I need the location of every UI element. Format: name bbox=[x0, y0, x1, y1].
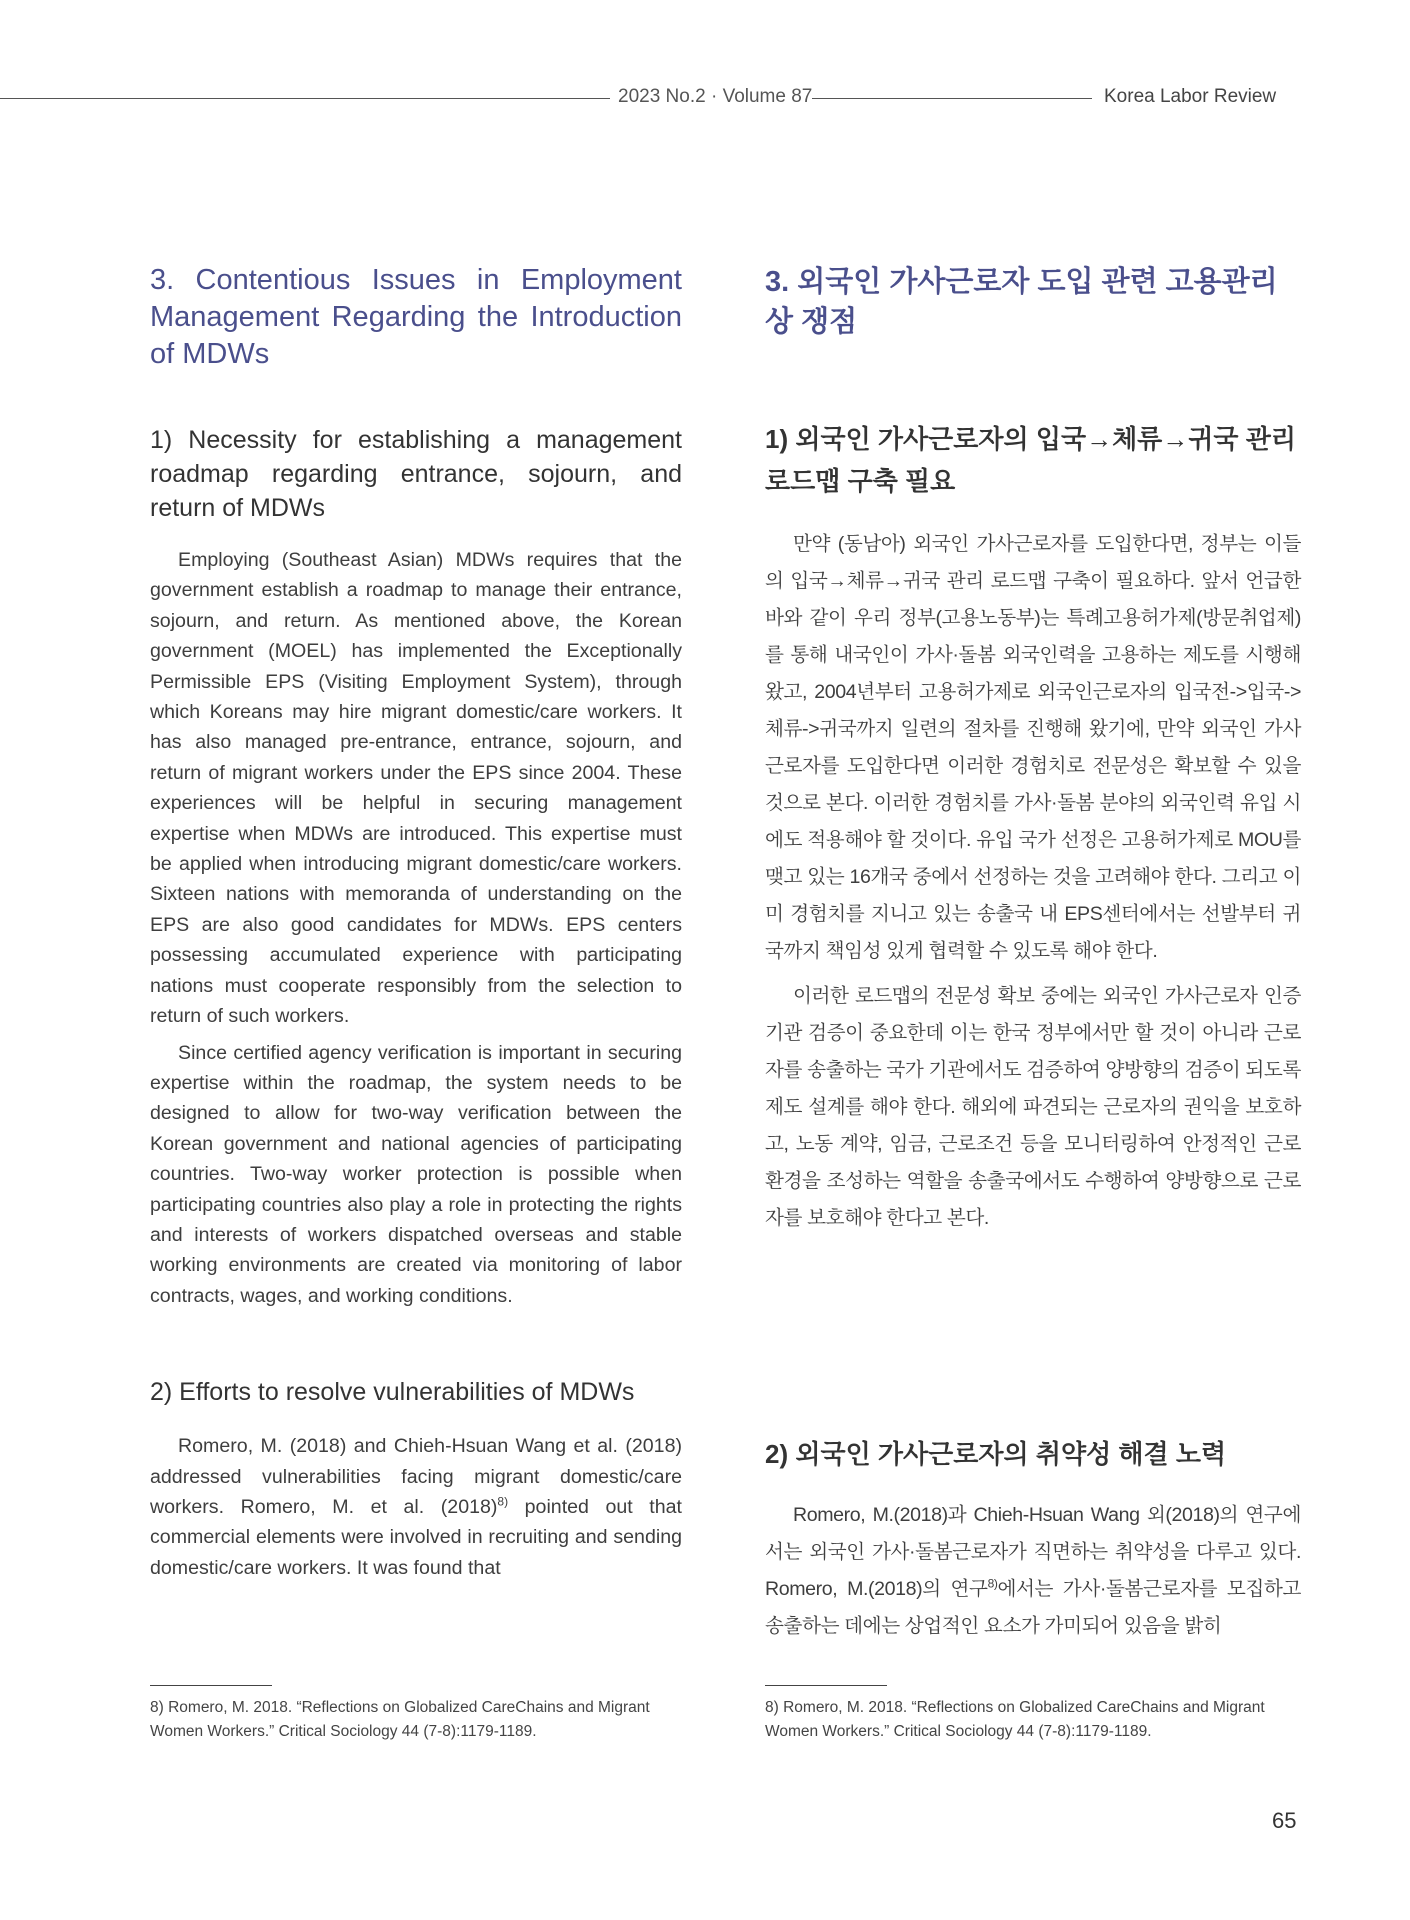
korean-subsection-1-title: 1) 외국인 가사근로자의 입국→체류→귀국 관리 로드맵 구축 필요 bbox=[765, 424, 1296, 496]
english-paragraph-3-text-a: Romero, M. (2018) and Chieh-Hsuan Wang et al. (2018) addressed vulnerabilities facing migrant domestic/care workers. Romero, M. et al. (2018) bbox=[150, 1435, 682, 1518]
korean-paragraph-2: 이러한 로드맵의 전문성 확보 중에는 외국인 가사근로자 인증기관 검증이 중요한데 이는 한국 정부에서만 할 것이 아니라 근로자를 송출하는 국가 기관에서도 검증하여 양방향의 검증이 되도록 제도 설계를 해야 한다. 해외에 파견되는 근로자의 권익을 보호하고, 노동 계약, 임금, 근로조건 등을 모니터링하여 안정적인 근로환경을 조성하는 역할을 송출국에서도 수행하여 양방향으로 근로자를 보호해야 한다고 본다. bbox=[765, 985, 1301, 1229]
english-column bbox=[150, 262, 682, 1583]
english-footnote-rule bbox=[150, 1685, 272, 1686]
english-paragraph-3-text-b: pointed out that commercial elements were involved in recruiting and sending domestic/care workers. It was found that bbox=[150, 1495, 682, 1579]
korean-paragraph-3 bbox=[765, 1497, 1301, 1645]
english-section-title: 3. Contentious Issues in Employment Management Regarding the Introduction of MDWs bbox=[150, 264, 682, 370]
english-footnote: 8) Romero, M. 2018. “Reflections on Globalized CareChains and Migrant Women Workers.” Critical Sociology 44 (7-8):1179-1189. bbox=[150, 1699, 650, 1740]
english-subsection-2-title: 2) Efforts to resolve vulnerabilities of MDWs bbox=[150, 1378, 635, 1407]
english-paragraph-3 bbox=[150, 1431, 682, 1583]
korean-paragraph-1: 만약 (동남아) 외국인 가사근로자를 도입한다면, 정부는 이들의 입국→체류→귀국 관리 로드맵 구축이 필요하다. 앞서 언급한 바와 같이 우리 정부(고용노동부)는 특례고용허가제(방문취업제)를 통해 내국인이 가사·돌봄 외국인력을 고용하는 제도를 시행해 왔고, 2004년부터 고용허가제로 외국인근로자의 입국전->입국->체류->귀국까지 일련의 절차를 진행해 왔기에, 만약 외국인 가사근로자를 도입한다면 이러한 경험치로 전문성은 확보할 수 있을 것으로 본다. 이러한 경험치를 가사·돌봄 분야의 외국인력 유입 시에도 적용해야 할 것이다. 유입 국가 선정은 고용허가제로 MOU를 맺고 있는 16개국 중에서 선정하는 것을 고려해야 한다. 그리고 이미 경험치를 지니고 있는 송출국 내 EPS센터에서는 선발부터 귀국까지 책임성 있게 협력할 수 있도록 해야 한다. bbox=[765, 533, 1301, 962]
korean-section-title: 3. 외국인 가사근로자 도입 관련 고용관리상 쟁점 bbox=[765, 266, 1278, 338]
english-paragraph-1: Employing (Southeast Asian) MDWs requires that the government establish a roadmap to manage their entrance, sojourn, and return. As mentioned above, the Korean government (MOEL) has implemented the Exceptionally Permissible EPS (Visiting Employment System), through which Koreans may hire migrant domestic/care workers. It has also managed pre-entrance, entrance, sojourn, and return of migrant workers under the EPS since 2004. These experiences will be helpful in securing management expertise when MDWs are introduced. This expertise must be applied when introducing migrant domestic/care workers. Sixteen nations with memoranda of understanding on the EPS are also good candidates for MDWs. EPS centers possessing accumulated experience with participating nations must cooperate responsibly from the selection to return of such workers. bbox=[150, 549, 682, 1028]
english-paragraph-2: Since certified agency verification is important in securing expertise within the roadmap, the system needs to be designed to allow for two-way verification between the Korean government and national agencies of participating countries. Two-way worker protection is possible when participating countries also play a role in protecting the rights and interests of workers dispatched overseas and stable working environments are created via monitoring of labor contracts, wages, and working conditions. bbox=[150, 1041, 682, 1307]
korean-footnote-rule bbox=[765, 1685, 887, 1686]
korean-paragraph-3-text-b: 에서는 가사·돌봄근로자를 모집하고 송출하는 데에는 상업적인 요소가 가미되어 있음을 밝히 bbox=[765, 1578, 1301, 1637]
issue-label: 2023 No.2 · Volume 87 bbox=[618, 86, 813, 107]
footnote-ref-8: 8) bbox=[497, 1494, 509, 1509]
korean-column bbox=[765, 262, 1301, 1645]
page-number: 65 bbox=[1272, 1808, 1297, 1833]
journal-name: Korea Labor Review bbox=[1104, 86, 1277, 107]
korean-paragraph-3-text-a: Romero, M.(2018)과 Chieh-Hsuan Wang 외(2018)의 연구에서는 외국인 가사·돌봄근로자가 직면하는 취약성을 다루고 있다. Romero, M.(2018)의 연구 bbox=[765, 1504, 1301, 1600]
header-rule-middle bbox=[812, 98, 1092, 99]
header-rule-left bbox=[0, 98, 610, 99]
footnote-ref-8-ko: 8) bbox=[987, 1576, 998, 1591]
korean-subsection-2-title: 2) 외국인 가사근로자의 취약성 해결 노력 bbox=[765, 1439, 1227, 1469]
korean-footnote: 8) Romero, M. 2018. “Reflections on Globalized CareChains and Migrant Women Workers.” Critical Sociology 44 (7-8):1179-1189. bbox=[765, 1699, 1265, 1740]
english-subsection-1-title: 1) Necessity for establishing a management roadmap regarding entrance, sojourn, and return of MDWs bbox=[150, 426, 682, 522]
